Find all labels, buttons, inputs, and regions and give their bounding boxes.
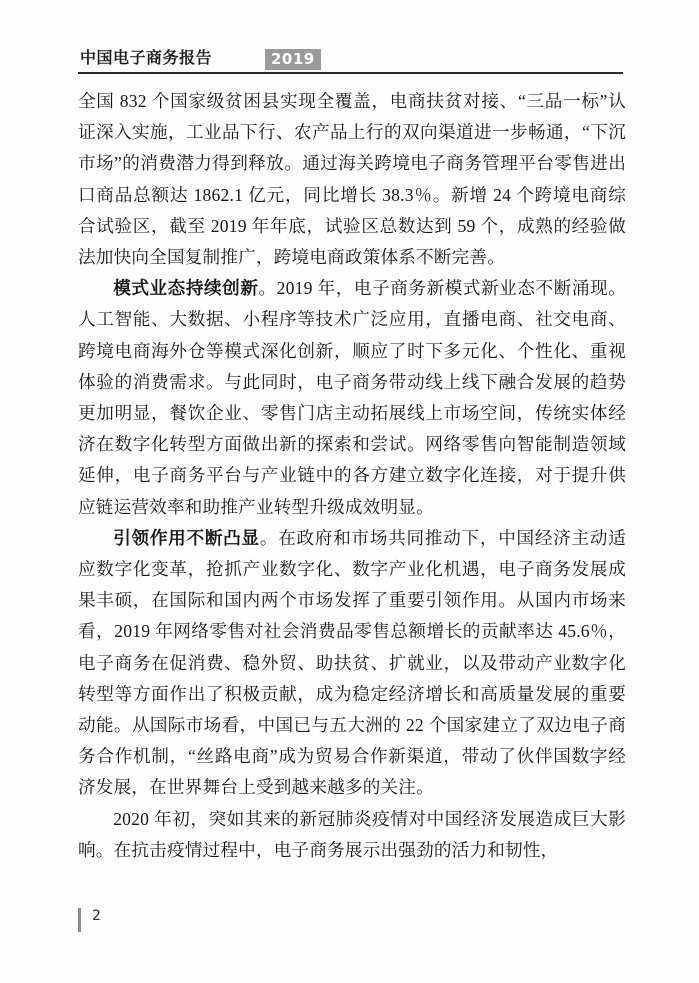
- page-number: 2: [92, 908, 101, 924]
- paragraph-leading-role: [78, 523, 626, 804]
- paragraph-2020: [78, 804, 626, 866]
- paragraph-text: 全国 832 个国家级贫困县实现全覆盖，电商扶贫对接、“三品一标”认证深入实施，工业品下行、农产品上行的双向渠道进一步畅通，“下沉市场”的消费潜力得到释放。通过海关跨境电子商务管理平台零售进出口商品总额达 1862.1 亿元，同比增长 38.3％。新增 24 个跨境电商综合试验区，截至 2019 年年底，试验区总数达到 59 个，成熟的经验做法加快向全国复制推广，跨境电商政策体系不断完善。: [78, 91, 626, 268]
- paragraph-lead: 引领作用不断凸显: [113, 527, 260, 548]
- paragraph-lead: 模式业态持续创新: [113, 278, 259, 299]
- paragraph-model-innovation: [78, 273, 626, 523]
- page-footer: [78, 906, 198, 936]
- header-year-badge: 2019: [265, 49, 321, 70]
- paragraph-text: 。2019 年，电子商务新模式新业态不断涌现。人工智能、大数据、小程序等技术广泛应用，直播电商、社交电商、跨境电商海外仓等模式深化创新，顺应了时下多元化、个性化、重视体验的消费需求。与此同时，电子商务带动线上线下融合发展的趋势更加明显，餐饮企业、零售门店主动拓展线上市场空间，传统实体经济在数字化转型方面做出新的探索和尝试。网络零售向智能制造领域延伸，电子商务平台与产业链中的各方建立数字化连接，对于提升供应链运营效率和助推产业转型升级成效明显。: [78, 278, 626, 517]
- body-text: [78, 86, 626, 866]
- paragraph-text: 2020 年初，突如其来的新冠肺炎疫情对中国经济发展造成巨大影响。在抗击疫情过程中，电子商务展示出强劲的活力和韧性，: [78, 808, 626, 860]
- header-title: 中国电子商务报告: [80, 48, 213, 67]
- footer-rule: [78, 908, 81, 932]
- header-divider: [78, 72, 623, 74]
- running-header: [78, 40, 623, 74]
- paragraph-coverage: [78, 86, 626, 273]
- paragraph-text: 。在政府和市场共同推动下，中国经济主动适应数字化变革，抢抓产业数字化、数字产业化机遇，电子商务发展成果丰硕，在国际和国内两个市场发挥了重要引领作用。从国内市场来看，2019 年网络零售对社会消费品零售总额增长的贡献率达 45.6％，电子商务在促消费、稳外贸、助扶贫、扩就业，以及带动产业数字化转型等方面作出了积极贡献，成为稳定经济增长和高质量发展的重要动能。从国际市场看，中国已与五大洲的 22 个国家建立了双边电子商务合作机制，“丝路电商”成为贸易合作新渠道，带动了伙伴国数字经济发展，在世界舞台上受到越来越多的关注。: [78, 527, 626, 798]
